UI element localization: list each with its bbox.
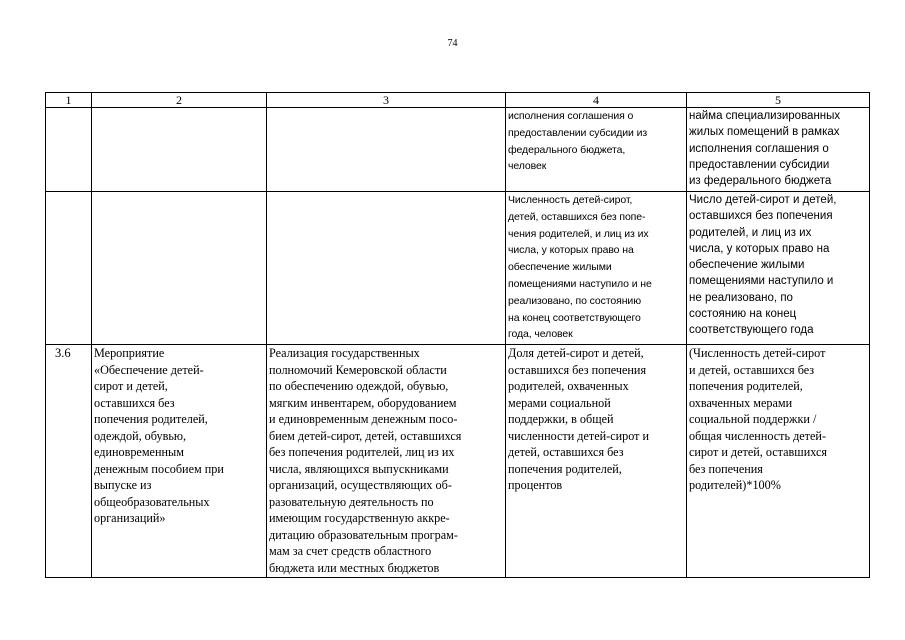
column-header: 3 xyxy=(267,93,506,108)
column-header: 5 xyxy=(687,93,870,108)
table-cell: Мероприятие «Обеспечение детей- сирот и детей, оставшихся без попечения родителей, одеждой, обувью, единовременным денежным пособием при выпуске из общеобразовательных организаций» xyxy=(92,345,267,578)
table-row xyxy=(46,192,870,345)
table-cell xyxy=(267,192,506,345)
table-cell: Численность детей-сирот, детей, оставшихся без попе- чения родителей, и лиц из их числа, у которых право на обеспечение жилыми помещениями наступило и не реализовано, по состоянию на конец соответствующего года, человек xyxy=(506,192,687,345)
table-cell: Число детей-сирот и детей, оставшихся без попечения родителей, и лиц из их числа, у которых право на обеспечение жилыми помещениями наступило и не реализовано, по состоянию на конец соответствующего года xyxy=(687,192,870,345)
table-cell xyxy=(267,108,506,192)
table-cell: 3.6 xyxy=(46,345,92,578)
table-cell: Реализация государственных полномочий Кемеровской области по обеспечению одеждой, обувью, мягким инвентарем, оборудованием и единовременным денежным посо- бием детей-сирот, детей, оставшихся без попечения родителей, лиц из их числа, являющихся выпускниками организаций, осуществляющих об- разовательную деятельность по имеющим государственную аккре- дитацию образовательным програм- мам за счет средств областного бюджета или местных бюджетов xyxy=(267,345,506,578)
table-row xyxy=(46,108,870,192)
column-header: 1 xyxy=(46,93,92,108)
main-table xyxy=(45,92,870,578)
table-cell: (Численность детей-сирот и детей, оставшихся без попечения родителей, охваченных мерами социальной поддержки / общая численность детей- сирот и детей, оставшихся без попечения родителей)*100% xyxy=(687,345,870,578)
table-cell: Доля детей-сирот и детей, оставшихся без попечения родителей, охваченных мерами социальной поддержки, в общей численности детей-сирот и детей, оставшихся без попечения родителей, процентов xyxy=(506,345,687,578)
table-cell xyxy=(92,192,267,345)
table-cell xyxy=(92,108,267,192)
column-header: 2 xyxy=(92,93,267,108)
table-cell: исполнения соглашения о предоставлении субсидии из федерального бюджета, человек xyxy=(506,108,687,192)
table-row xyxy=(46,345,870,578)
table-cell xyxy=(46,108,92,192)
column-header: 4 xyxy=(506,93,687,108)
table-header-row xyxy=(46,93,870,108)
page-number: 74 xyxy=(447,38,458,49)
table-cell xyxy=(46,192,92,345)
table-cell: найма специализированных жилых помещений в рамках исполнения соглашения о предоставлении субсидии из федерального бюджета xyxy=(687,108,870,192)
